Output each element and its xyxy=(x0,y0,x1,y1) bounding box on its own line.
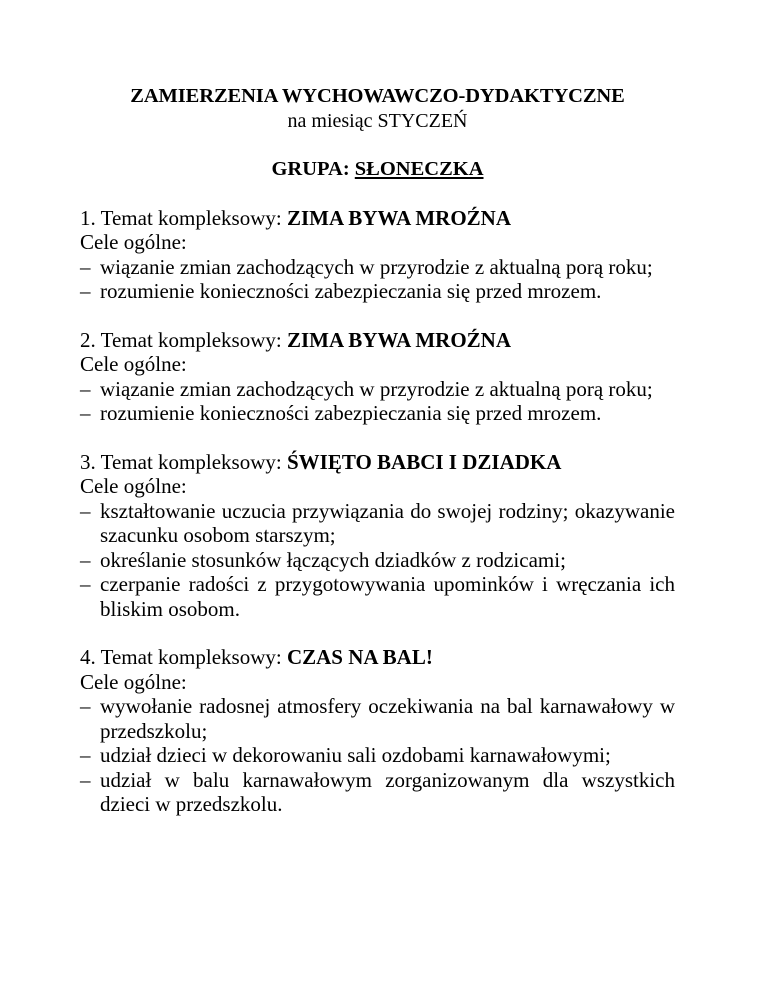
theme-heading xyxy=(80,645,675,670)
theme-title: ŚWIĘTO BABCI I DZIADKA xyxy=(286,449,562,474)
theme-section-1 xyxy=(80,206,675,304)
theme-number: 4. xyxy=(80,645,96,669)
group-name: SŁONECZKA xyxy=(354,158,484,180)
theme-number: 1. xyxy=(80,205,96,230)
goal-item xyxy=(80,255,675,280)
goal-item xyxy=(80,768,675,817)
bullet-dash: – xyxy=(80,572,91,596)
bullet-dash: – xyxy=(80,376,91,401)
theme-label: Temat kompleksowy: xyxy=(100,205,282,230)
goals-list xyxy=(80,499,675,622)
theme-number: 2. xyxy=(80,327,96,352)
theme-label: Temat kompleksowy: xyxy=(100,645,282,669)
goal-item xyxy=(80,743,675,768)
document-title: ZAMIERZENIA WYCHOWAWCZO-DYDAKTYCZNE xyxy=(130,85,625,107)
goal-text: kształtowanie uczucia przywiązania do swojej rodziny; okazywanie szacunku osobom starszym; xyxy=(100,498,675,547)
document-page xyxy=(80,84,675,817)
theme-section-4 xyxy=(80,645,675,817)
bullet-dash: – xyxy=(80,254,91,279)
theme-label: Temat kompleksowy: xyxy=(100,449,282,474)
goal-item xyxy=(80,548,675,573)
goals-label: Cele ogólne: xyxy=(80,352,187,376)
goal-text: rozumienie konieczności zabezpieczania się przed mrozem. xyxy=(100,279,602,303)
theme-heading xyxy=(80,206,675,231)
goal-item xyxy=(80,377,675,402)
goal-text: udział w balu karnawałowym zorganizowanym dla wszystkich dzieci w przedszkolu. xyxy=(100,767,675,816)
group-label: GRUPA: xyxy=(271,158,350,180)
goal-item xyxy=(80,694,675,743)
bullet-dash: – xyxy=(80,498,91,523)
goal-text: wywołanie radosnej atmosfery oczekiwania na bal karnawałowy w przedszkolu; xyxy=(100,694,675,743)
theme-title: ZIMA BYWA MROŹNA xyxy=(286,205,511,230)
goal-item xyxy=(80,572,675,621)
theme-number: 3. xyxy=(80,449,96,474)
bullet-dash: – xyxy=(80,401,91,425)
document-subtitle: na miesiąc STYCZEŃ xyxy=(287,109,468,132)
bullet-dash: – xyxy=(80,694,91,718)
goal-text: wiązanie zmian zachodzących w przyrodzie z aktualną porą roku; xyxy=(100,254,653,279)
goal-item xyxy=(80,279,675,304)
goals-label: Cele ogólne: xyxy=(80,669,187,694)
theme-heading xyxy=(80,450,675,475)
goals-label: Cele ogólne: xyxy=(80,474,187,498)
bullet-dash: – xyxy=(80,767,91,792)
theme-heading xyxy=(80,328,675,353)
goal-text: wiązanie zmian zachodzących w przyrodzie z aktualną porą roku; xyxy=(100,376,653,401)
group-line xyxy=(80,157,675,182)
goals-list xyxy=(80,694,675,817)
goal-text: udział dzieci w dekorowaniu sali ozdobami karnawałowymi; xyxy=(100,743,611,767)
theme-title: CZAS NA BAL! xyxy=(286,645,433,669)
goals-list xyxy=(80,377,675,426)
theme-label: Temat kompleksowy: xyxy=(100,327,282,352)
goals-label: Cele ogólne: xyxy=(80,230,187,254)
theme-title: ZIMA BYWA MROŹNA xyxy=(286,327,511,352)
goal-text: rozumienie konieczności zabezpieczania się przed mrozem. xyxy=(100,401,602,425)
theme-section-2 xyxy=(80,328,675,426)
bullet-dash: – xyxy=(80,547,91,572)
goal-item xyxy=(80,499,675,548)
bullet-dash: – xyxy=(80,743,91,767)
goal-text: określanie stosunków łączących dziadków z rodzicami; xyxy=(100,547,566,572)
goals-list xyxy=(80,255,675,304)
bullet-dash: – xyxy=(80,279,91,303)
goal-text: czerpanie radości z przygotowywania upominków i wręczania ich bliskim osobom. xyxy=(100,572,675,621)
theme-section-3 xyxy=(80,450,675,622)
goal-item xyxy=(80,401,675,426)
